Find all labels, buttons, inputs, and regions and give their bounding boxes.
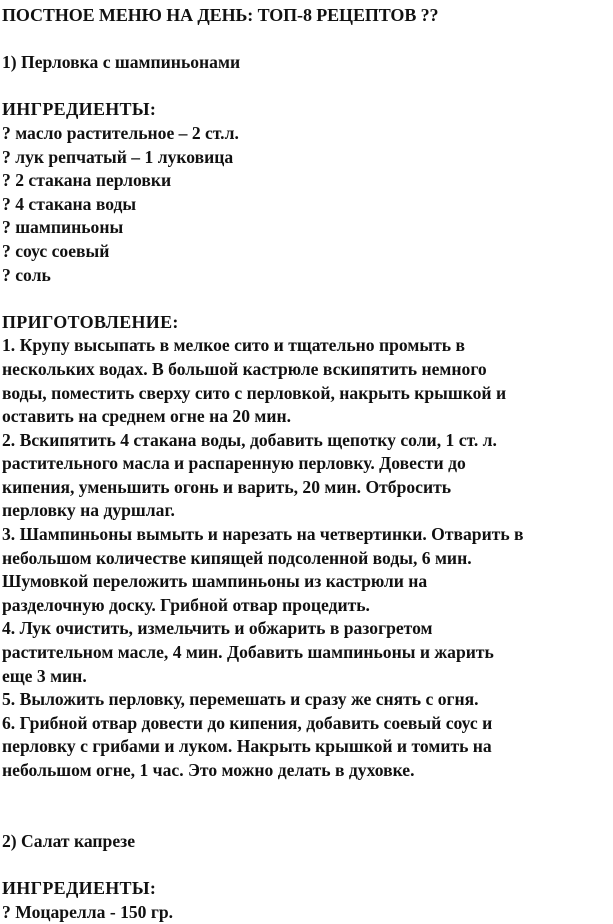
preparation-line: 1. Крупу высыпать в мелкое сито и тщательно промыть в xyxy=(2,335,465,356)
preparation-line: растительного масла и распаренную перловку. Довести до xyxy=(2,453,466,474)
blank-line xyxy=(2,806,613,830)
preparation-line: растительном масле, 4 мин. Добавить шампиньоны и жарить xyxy=(2,642,494,663)
ingredient-item: ? масло растительное – 2 ст.л. xyxy=(2,122,239,143)
preparation-line: небольшом количестве кипящей подсоленной воды, 6 мин. xyxy=(2,547,472,568)
preparation-line: еще 3 мин. xyxy=(2,665,87,686)
preparation-line: 4. Лук очистить, измельчить и обжарить в разогретом xyxy=(2,618,433,639)
ingredient-item: ? соль xyxy=(2,264,51,285)
blank-line xyxy=(2,853,613,877)
ingredient-item: ? 2 стакана перловки xyxy=(2,170,172,191)
preparation-line: 5. Выложить перловку, перемешать и сразу же снять с огня. xyxy=(2,689,479,710)
blank-line xyxy=(2,783,613,807)
preparation-line: перловку с грибами и луком. Накрыть крышкой и томить на xyxy=(2,736,492,757)
recipe-1-ingredients-heading: ИНГРЕДИЕНТЫ: xyxy=(2,99,157,120)
ingredient-item: ? 4 стакана воды xyxy=(2,193,137,214)
blank-line xyxy=(2,75,613,99)
preparation-line: небольшом огне, 1 час. Это можно делать в духовке. xyxy=(2,760,415,780)
preparation-line: кипения, уменьшить огонь и варить, 20 мин. Отбросить xyxy=(2,476,452,497)
preparation-line: Шумовкой переложить шампиньоны из кастрюли на xyxy=(2,571,428,592)
recipe-1-preparation-heading: ПРИГОТОВЛЕНИЕ: xyxy=(2,311,179,332)
preparation-line: 3. Шампиньоны вымыть и нарезать на четвертинки. Отварить в xyxy=(2,524,524,545)
preparation-line: 6. Грибной отвар довести до кипения, добавить соевый соус и xyxy=(2,712,493,733)
preparation-line: перловку на дуршлаг. xyxy=(2,500,175,521)
blank-line xyxy=(2,28,613,52)
recipe-2-ingredients-heading: ИНГРЕДИЕНТЫ: xyxy=(2,877,157,898)
blank-line xyxy=(2,287,613,311)
preparation-line: 2. Вскипятить 4 стакана воды, добавить щепотку соли, 1 ст. л. xyxy=(2,429,497,450)
document-title: ПОСТНОЕ МЕНЮ НА ДЕНЬ: ТОП-8 РЕЦЕПТОВ ?? xyxy=(2,5,439,25)
ingredient-item: ? Моцарелла - 150 гр. xyxy=(2,901,174,922)
recipe-1-name: 1) Перловка с шампиньонами xyxy=(2,52,241,73)
recipe-2-name: 2) Салат капрезе xyxy=(2,830,136,851)
ingredient-item: ? соус соевый xyxy=(2,240,110,261)
preparation-line: разделочную доску. Грибной отвар процедить. xyxy=(2,594,370,615)
ingredient-item: ? лук репчатый – 1 луковица xyxy=(2,146,234,167)
ingredient-item: ? шампиньоны xyxy=(2,217,124,238)
preparation-line: оставить на среднем огне на 20 мин. xyxy=(2,406,292,427)
preparation-line: воды, поместить сверху сито с перловкой, накрыть крышкой и xyxy=(2,382,507,403)
preparation-line: нескольких водах. В большой кастрюле вскипятить немного xyxy=(2,358,487,379)
